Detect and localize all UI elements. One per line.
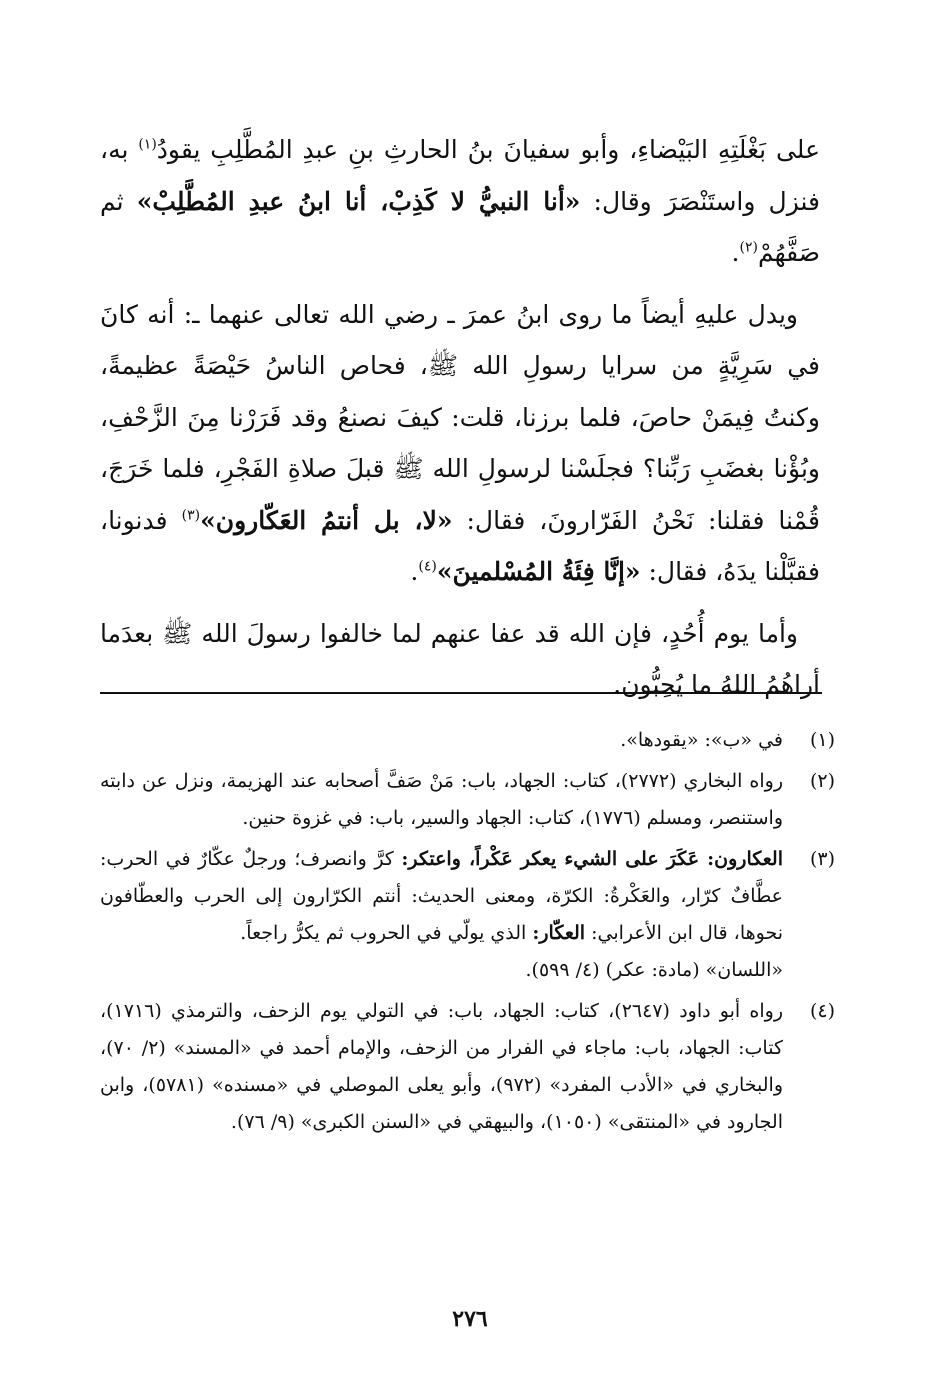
glossary-term: العكارون: — [707, 848, 783, 870]
paragraph-1 — [100, 124, 820, 279]
footnote-source: «اللسان» (مادة: عكر) (٤/ ٥٩٩). — [525, 959, 783, 981]
footnote-number: (٢) — [809, 770, 835, 792]
footnote-ref-4: (٤) — [418, 558, 437, 575]
glossary-term: عَكَرَ على الشيء يعكر عَكْراً، واعتكر: — [401, 848, 708, 870]
footnote-ref-3: (٣) — [181, 507, 201, 524]
text-run: على بَغْلَتِهِ البَيْضاءِ، وأبو سفيانَ بنُ الحارثِ بنِ عبدِ المُطَّلِبِ يقودُ — [156, 135, 820, 164]
footnote-4 — [100, 993, 835, 1141]
page-number: ٢٧٦ — [452, 1306, 488, 1332]
hadith-quote: «لا، بل أنتمُ العَكّارون» — [200, 505, 453, 535]
footnote-text: في «ب»: «يقودها». — [620, 729, 783, 751]
footnote-ref-1: (١) — [138, 136, 157, 153]
footnote-3 — [100, 841, 835, 989]
footnote-ref-2: (٢) — [739, 239, 758, 256]
text-run: فدنونا، فقبَّلْنا يدَهُ، فقال: — [100, 505, 820, 586]
text-run: كرَّ وانصرف؛ ورجلٌ عكّارٌ في الحرب: عطَّافٌ كرّار، والعَكْرةُ: الكرّة، ومعنى الحديث: أنتم الكرّارون إلى الحرب والعطّافون نحوها، قال ابن الأعرابي: — [100, 848, 783, 944]
footnote-number: (٣) — [809, 848, 835, 870]
footnote-number: (١) — [809, 729, 835, 751]
footnote-text: رواه البخاري (٢٧٧٢)، كتاب: الجهاد، باب: مَنْ صَفَّ أصحابه عند الهزيمة، ونزل عن دابته واستنصر، ومسلم (١٧٧٦)، كتاب: الجهاد والسير، باب: في غزوة حنين. — [100, 770, 784, 829]
footnote-number: (٤) — [809, 1000, 835, 1022]
text-run: . — [410, 557, 419, 586]
text-run: ثم صَفَّهُمْ — [100, 186, 820, 267]
hadith-quote: «أنا النبيُّ لا كَذِبْ، أنا ابنُ عبدِ المُطَّلِبْ» — [136, 186, 581, 216]
footnote-text — [100, 841, 783, 989]
text-run: . — [731, 238, 740, 267]
text-run: الذي يولّي في الحروب ثم يكرُّ راجعاً. — [240, 922, 533, 944]
text-run: به، فنزل واستَنْصَرَ وقال: — [100, 135, 820, 216]
footnotes — [100, 722, 835, 1145]
text-run: ويدل عليهِ أيضاً ما روى ابنُ عمرَ ـ رضي الله تعالى عنهما ـ: أنه كانَ في سَرِيَّةٍ من سرايا رسولِ الله ﷺ، فحاص الناسُ حَيْصَةً عظيمةً، وكنتُ فِيمَنْ حاصَ، فلما برزنا، قلت: كيفَ نصنعُ وقد فَرَرْنا مِنَ الزَّحْفِ، وبُؤْنا بغضَبِ رَبِّنا؟ فجلَسْنا لرسولِ الله ﷺ قبلَ صلاةِ الفَجْرِ، فلما خَرَجَ، قُمْنا فقلنا: نَحْنُ الفَرّارونَ، فقال: — [100, 299, 820, 535]
footnote-divider — [100, 692, 822, 694]
main-text — [100, 124, 820, 721]
paragraph-3 — [100, 608, 820, 711]
text-run: وأما يوم أُحُدٍ، فإن الله قد عفا عنهم لما خالفوا رسولَ الله ﷺ بعدَما أراهُمُ اللهُ ما يُحِبُّون. — [100, 618, 820, 699]
footnote-text: رواه أبو داود (٢٦٤٧)، كتاب: الجهاد، باب: في التولي يوم الزحف، والترمذي (١٧١٦)، كتاب: الجهاد، باب: ماجاء في الفرار من الزحف، والإمام أحمد في «المسند» (٢/ ٧٠)، والبخاري في «الأدب المفرد» (٩٧٢)، وأبو يعلى الموصلي في «مسنده» (٥٧٨١)، وابن الجارود في «المنتقى» (١٠٥٠)، والبيهقي في «السنن الكبرى» (٩/ ٧٦). — [100, 1000, 783, 1133]
footnote-1 — [100, 722, 835, 759]
hadith-quote: «إنَّا فِئَةُ المُسْلمينَ» — [436, 557, 641, 586]
footnote-2 — [100, 763, 835, 837]
glossary-term: العكّار: — [532, 922, 586, 944]
paragraph-2 — [100, 289, 820, 598]
